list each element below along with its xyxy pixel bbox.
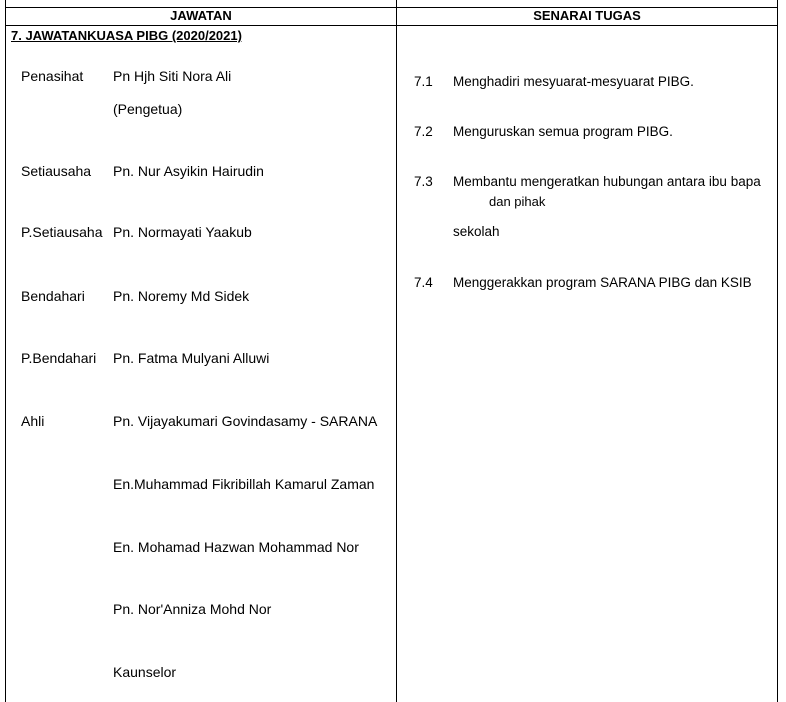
member-name-setiausaha: Pn. Nur Asyikin Hairudin xyxy=(113,163,264,179)
table-left-border xyxy=(5,0,6,702)
role-label-bendahari: Bendahari xyxy=(21,288,85,304)
member-name-ahli-1: Pn. Vijayakumari Govindasamy - SARANA xyxy=(113,413,378,429)
header-senarai-tugas: SENARAI TUGAS xyxy=(533,8,641,23)
task-text-7-3: Membantu mengeratkan hubungan antara ibu bapa xyxy=(453,174,761,189)
member-name-p-bendahari: Pn. Fatma Mulyani Alluwi xyxy=(113,350,270,366)
member-subtitle-penasihat: (Pengetua) xyxy=(113,101,183,117)
task-number-7-4: 7.4 xyxy=(414,275,433,290)
section-title: 7. JAWATANKUASA PIBG (2020/2021) xyxy=(11,28,242,43)
header-bottom-border xyxy=(5,25,778,26)
task-number-7-3: 7.3 xyxy=(414,174,433,189)
role-label-penasihat: Penasihat xyxy=(21,68,84,84)
role-label-p-bendahari: P.Bendahari xyxy=(21,350,97,366)
role-label-ahli: Ahli xyxy=(21,413,45,429)
table-column-divider xyxy=(396,0,397,702)
table-right-border xyxy=(777,0,778,702)
member-name-penasihat: Pn Hjh Siti Nora Ali xyxy=(113,68,232,84)
task-text-7-4: Menggerakkan program SARANA PIBG dan KSIB xyxy=(453,275,752,290)
member-name-ahli-2: En.Muhammad Fikribillah Kamarul Zaman xyxy=(113,476,375,492)
member-name-ahli-4: Pn. Nor'Anniza Mohd Nor xyxy=(113,601,272,617)
member-name-ahli-3: En. Mohamad Hazwan Mohammad Nor xyxy=(113,539,359,555)
task-text-7-1: Menghadiri mesyuarat-mesyuarat PIBG. xyxy=(453,74,694,89)
task-number-7-1: 7.1 xyxy=(414,74,433,89)
task-text-7-3-continuation-2: sekolah xyxy=(453,224,500,239)
member-name-bendahari: Pn. Noremy Md Sidek xyxy=(113,288,250,304)
task-text-7-3-continuation: dan pihak xyxy=(489,194,546,209)
role-label-p-setiausaha: P.Setiausaha xyxy=(21,224,103,240)
member-name-ahli-5: Kaunselor xyxy=(113,664,177,680)
task-number-7-2: 7.2 xyxy=(414,124,433,139)
header-jawatan: JAWATAN xyxy=(170,8,232,23)
member-name-p-setiausaha: Pn. Normayati Yaakub xyxy=(113,224,252,240)
role-label-setiausaha: Setiausaha xyxy=(21,163,92,179)
task-text-7-2: Menguruskan semua program PIBG. xyxy=(453,124,673,139)
